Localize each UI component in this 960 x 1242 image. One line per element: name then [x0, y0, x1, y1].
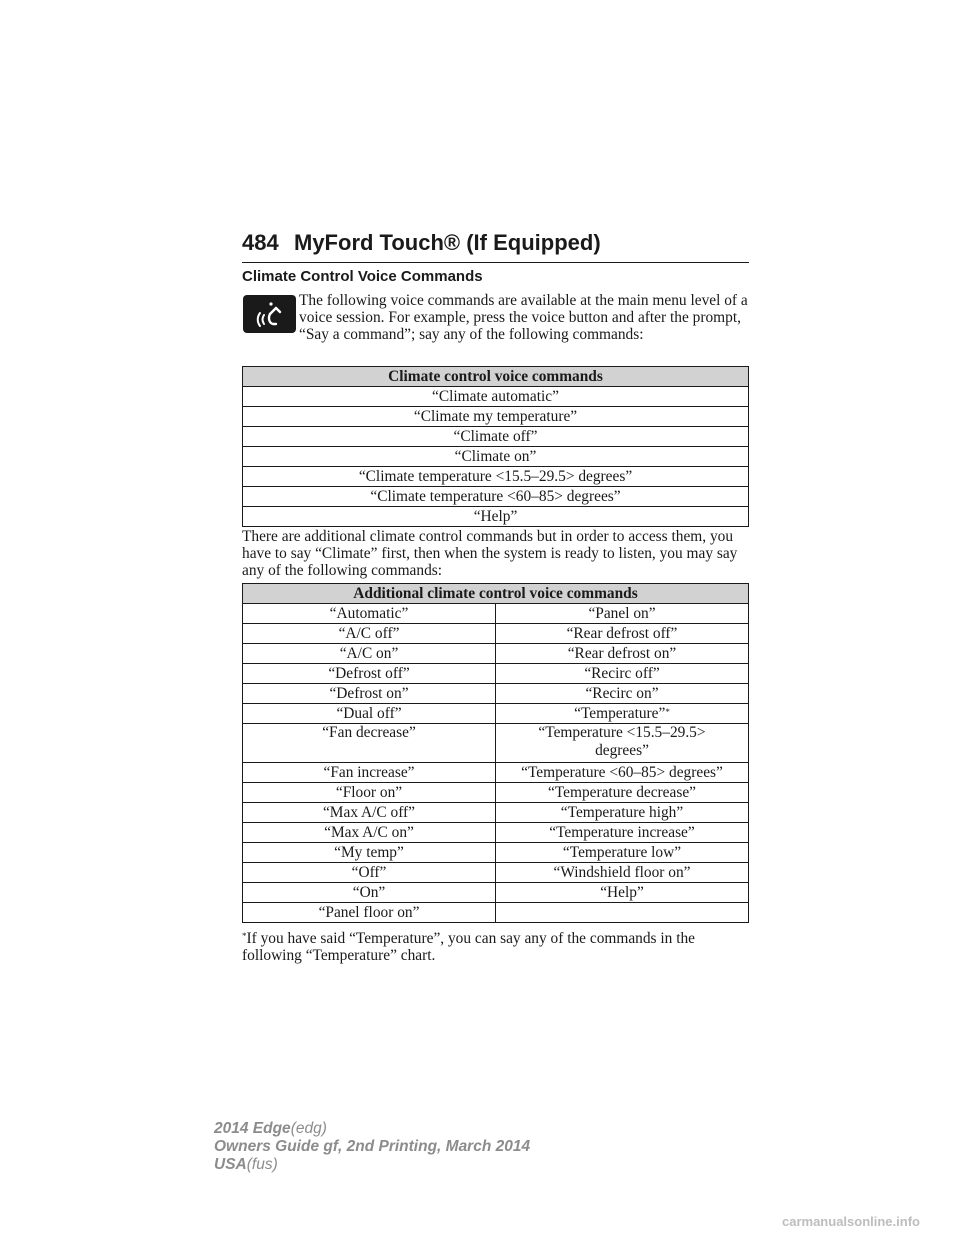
section-heading: Climate Control Voice Commands [242, 268, 483, 285]
table-row: “Panel floor on” [243, 903, 749, 923]
table-header: Climate control voice commands [243, 367, 749, 387]
additional-commands-paragraph: There are additional climate control commands but in order to access them, you have to say “Climate” first, then when the system is ready to listen, you may say any of the following commands: [242, 528, 738, 579]
table-row: “Off” “Windshield floor on” [243, 863, 749, 883]
footer-region: USA [214, 1156, 247, 1173]
footer-model: 2014 Edge [214, 1120, 291, 1137]
table-row: “Climate off” [243, 427, 749, 447]
chapter-title: MyFord Touch® (If Equipped) [294, 230, 601, 255]
table-row: “Climate automatic” [243, 387, 749, 407]
site-watermark: carmanualsonline.info [782, 1214, 920, 1229]
climate-commands-table [242, 366, 749, 527]
table-row: “Defrost on” “Recirc on” [243, 684, 749, 704]
table-row: “Fan increase” “Temperature <60–85> degrees” [243, 763, 749, 783]
table-row: “My temp” “Temperature low” [243, 843, 749, 863]
table-row: “Climate my temperature” [243, 407, 749, 427]
table-row: “Max A/C on” “Temperature increase” [243, 823, 749, 843]
table-row: “A/C on” “Rear defrost on” [243, 644, 749, 664]
table-row: “Climate temperature <15.5–29.5> degrees” [243, 467, 749, 487]
table-row: “A/C off” “Rear defrost off” [243, 624, 749, 644]
table-row: “Climate on” [243, 447, 749, 467]
table-header: Additional climate control voice commands [243, 584, 749, 604]
table-row: “Help” [243, 507, 749, 527]
footnote: *If you have said “Temperature”, you can say any of the commands in the following “Temperature” chart. [242, 930, 696, 964]
table-row: “On” “Help” [243, 883, 749, 903]
footer-guide: Owners Guide gf, 2nd Printing, March 2014 [214, 1138, 531, 1155]
table-row: “Floor on” “Temperature decrease” [243, 783, 749, 803]
document-footer: 2014 Edge(edg) Owners Guide gf, 2nd Printing, March 2014 USA(fus) [214, 1120, 531, 1173]
table-row: “Defrost off” “Recirc off” [243, 664, 749, 684]
table-row: “Max A/C off” “Temperature high” [243, 803, 749, 823]
additional-climate-commands-table [242, 583, 749, 923]
table-row: “Automatic” “Panel on” [243, 604, 749, 624]
page-number: 484 [242, 230, 279, 255]
intro-paragraph: The following voice commands are available at the main menu level of a voice session. For example, press the voice button and after the prompt, “Say a command”; say any of the following commands: [299, 292, 748, 343]
page-header [242, 226, 749, 263]
footnote-marker: * [665, 706, 670, 717]
table-row: “Fan decrease” “Temperature <15.5–29.5> degrees” [243, 724, 749, 763]
table-row: “Climate temperature <60–85> degrees” [243, 487, 749, 507]
table-row: “Dual off” “Temperature”* [243, 704, 749, 724]
